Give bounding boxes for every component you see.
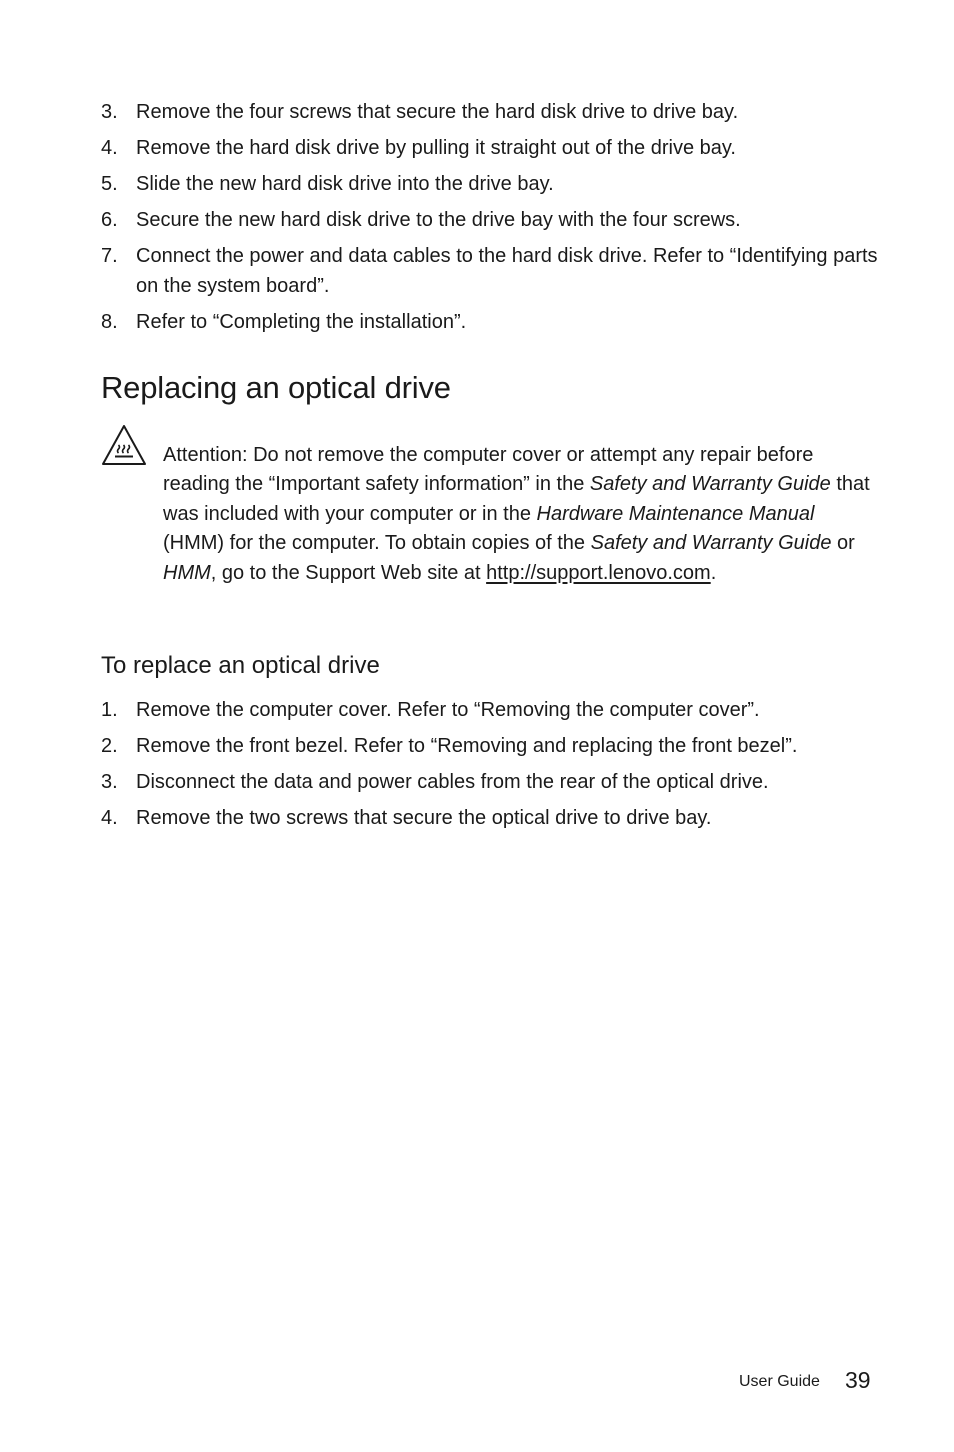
attention-text: , go to the Support Web site at: [210, 561, 487, 584]
list-item: [101, 803, 881, 833]
list-item: [101, 97, 881, 127]
step-number: 5.: [101, 173, 118, 195]
step-number: 4.: [101, 137, 118, 159]
step-text: Connect the power and data cables to the hard disk drive. Refer to “Identifying parts on the system board”.: [136, 245, 878, 297]
step-text: Disconnect the data and power cables from the rear of the optical drive.: [136, 771, 769, 793]
support-link[interactable]: http://support.lenovo.com: [486, 561, 711, 584]
step-text: Refer to “Completing the installation”.: [136, 311, 467, 333]
step-number: 8.: [101, 311, 118, 333]
step-text: Secure the new hard disk drive to the drive bay with the four screws.: [136, 209, 741, 231]
step-number: 2.: [101, 735, 118, 757]
attention-text: that was included with your computer or in the: [163, 473, 870, 525]
list-item: [101, 205, 881, 235]
step-number: 6.: [101, 209, 118, 231]
step-number: 4.: [101, 807, 118, 829]
step-number: 3.: [101, 101, 118, 123]
attention-text: .: [710, 561, 717, 584]
section-title: Replacing an optical drive: [101, 370, 451, 405]
page-number: 39: [845, 1367, 871, 1393]
attention-text: Do not remove the computer cover or attempt any repair before reading the “Important safety information” in the: [163, 444, 814, 496]
hdd-steps-list: [101, 97, 881, 343]
attention-text: (HMM) for the computer. To obtain copies of the: [163, 532, 591, 555]
step-text: Remove the computer cover. Refer to “Removing the computer cover”.: [136, 699, 760, 721]
list-item: [101, 695, 881, 725]
list-item: [101, 241, 881, 301]
document-title: Safety and Warranty Guide: [590, 532, 832, 555]
step-text: Slide the new hard disk drive into the drive bay.: [136, 173, 554, 195]
subsection-title: To replace an optical drive: [101, 652, 380, 679]
list-item: [101, 767, 881, 797]
step-number: 7.: [101, 245, 118, 267]
attention-notice: [163, 441, 873, 588]
list-item: [101, 731, 881, 761]
list-item: [101, 307, 881, 337]
step-text: Remove the four screws that secure the hard disk drive to drive bay.: [136, 101, 739, 123]
document-title: Hardware Maintenance Manual: [536, 502, 815, 525]
step-number: 1.: [101, 699, 118, 721]
document-title: Safety and Warranty Guide: [589, 473, 831, 496]
step-text: Remove the front bezel. Refer to “Removing and replacing the front bezel”.: [136, 735, 798, 757]
step-text: Remove the hard disk drive by pulling it straight out of the drive bay.: [136, 137, 736, 159]
optical-steps-list: [101, 695, 881, 839]
list-item: [101, 169, 881, 199]
step-number: 3.: [101, 771, 118, 793]
hot-surface-warning-icon: [100, 423, 148, 467]
attention-text: or: [831, 532, 855, 555]
document-title: HMM: [163, 561, 211, 584]
step-text: Remove the two screws that secure the optical drive to drive bay.: [136, 807, 712, 829]
attention-label: Attention:: [163, 444, 248, 466]
footer-label: User Guide: [739, 1373, 820, 1390]
list-item: [101, 133, 881, 163]
